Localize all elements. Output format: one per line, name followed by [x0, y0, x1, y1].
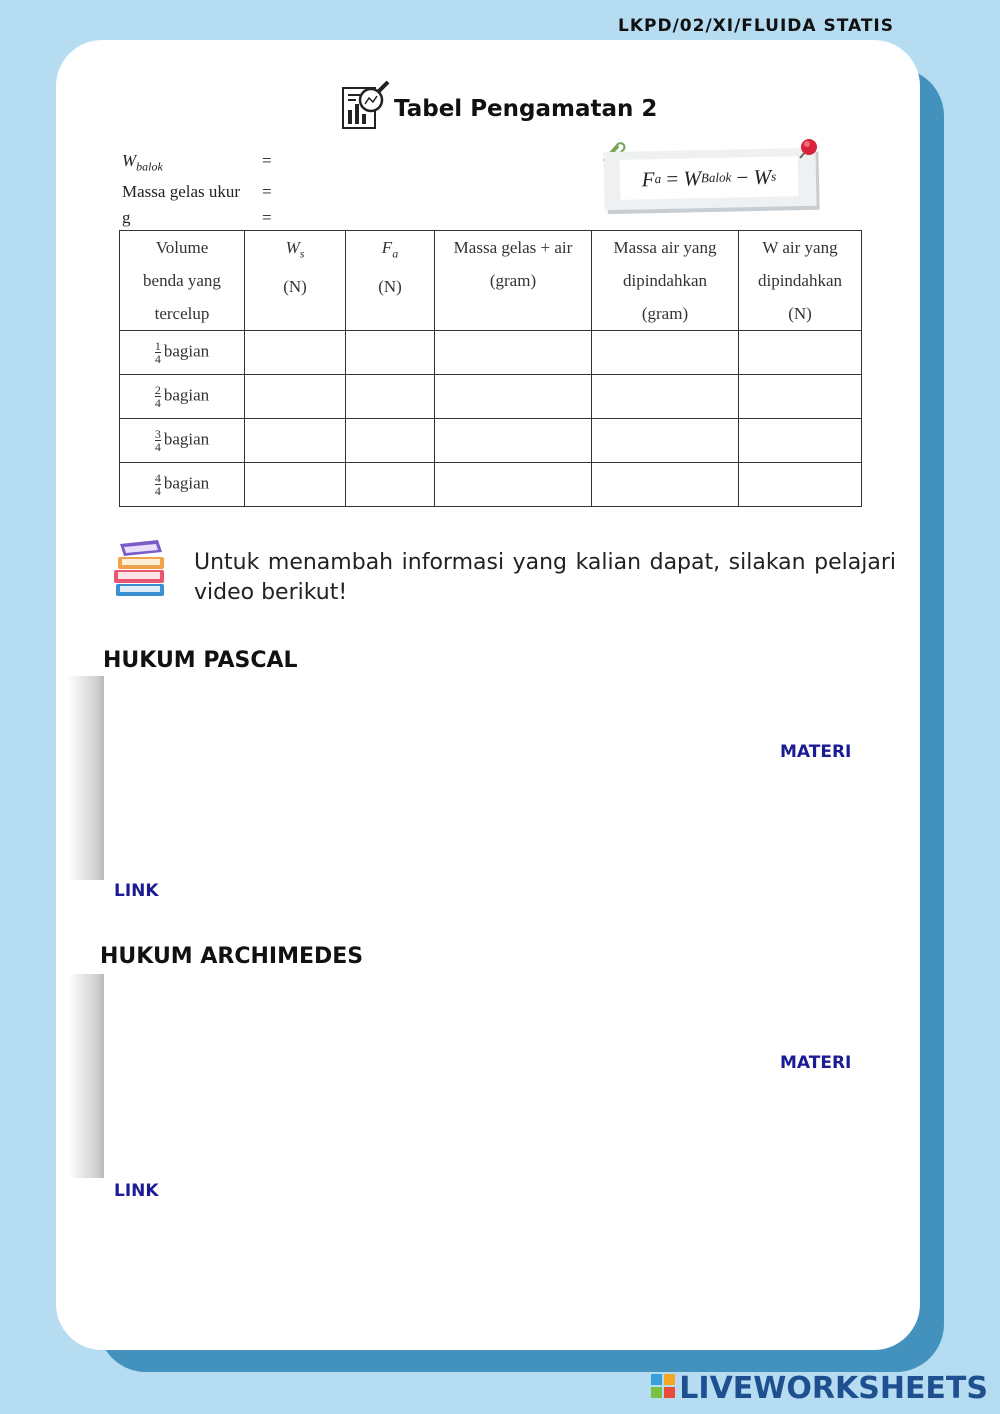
- link-archimedes[interactable]: LINK: [114, 1181, 159, 1201]
- input-cell[interactable]: [592, 419, 739, 463]
- header-fa: $F_a$ (N): [346, 231, 435, 331]
- video-bar-pascal: [68, 676, 104, 880]
- input-cell[interactable]: [739, 419, 862, 463]
- header-massa-gelas-air: Massa gelas + air (gram): [435, 231, 592, 331]
- page-title: Tabel Pengamatan 2: [394, 95, 658, 122]
- variable-g: [122, 205, 272, 231]
- row-volume-label: $\frac{1}{4}$ bagian: [120, 331, 245, 375]
- row-volume-label: $\frac{2}{4}$ bagian: [120, 375, 245, 419]
- observation-table: [119, 230, 862, 507]
- brand-name: LIVEWORKSHEETS: [679, 1371, 988, 1406]
- variable-eq: =: [262, 208, 272, 228]
- section-title-archimedes: HUKUM ARCHIMEDES: [100, 944, 364, 969]
- header-ws: $W_s$ (N): [245, 231, 346, 331]
- formula-note: [603, 148, 816, 210]
- header-w-air: W air yang dipindahkan (N): [739, 231, 862, 331]
- table-header-row: [120, 231, 862, 331]
- input-cell[interactable]: [245, 331, 346, 375]
- table-row: [120, 331, 862, 375]
- pushpin-icon: [794, 136, 820, 167]
- variable-eq: =: [262, 182, 272, 202]
- input-cell[interactable]: [435, 375, 592, 419]
- variable-w-balok: [122, 148, 272, 179]
- table-row: [120, 419, 862, 463]
- materi-link-archimedes[interactable]: MATERI: [780, 1053, 852, 1073]
- books-icon: [110, 538, 170, 607]
- input-cell[interactable]: [346, 375, 435, 419]
- liveworksheets-logo-icon: [651, 1374, 675, 1403]
- variable-massa-gelas: [122, 179, 272, 205]
- input-cell[interactable]: [739, 331, 862, 375]
- input-cell[interactable]: [435, 463, 592, 507]
- input-cell[interactable]: [245, 463, 346, 507]
- row-volume-label: $\frac{3}{4}$ bagian: [120, 419, 245, 463]
- table-row: [120, 463, 862, 507]
- materi-link-pascal[interactable]: MATERI: [780, 742, 852, 762]
- input-cell[interactable]: [435, 419, 592, 463]
- buoyancy-formula: F a = W Balok − W s: [620, 156, 799, 200]
- header-volume: Volume benda yang tercelup: [120, 231, 245, 331]
- footer-brand: [651, 1371, 988, 1406]
- w-balok-label: $W_{balok}$: [122, 151, 163, 174]
- title-block: [340, 80, 657, 137]
- g-label: g: [122, 208, 131, 228]
- info-text: Untuk menambah informasi yang kalian dapat, silakan pelajari video berikut!: [194, 550, 896, 605]
- header-massa-air: Massa air yang dipindahkan (gram): [592, 231, 739, 331]
- report-magnifier-icon: [340, 80, 390, 137]
- input-cell[interactable]: [739, 463, 862, 507]
- input-cell[interactable]: [346, 419, 435, 463]
- input-cell[interactable]: [592, 375, 739, 419]
- link-pascal[interactable]: LINK: [114, 881, 159, 901]
- table-row: [120, 375, 862, 419]
- input-cell[interactable]: [346, 331, 435, 375]
- input-cell[interactable]: [739, 375, 862, 419]
- worksheet-code: LKPD/02/XI/FLUIDA STATIS: [618, 16, 894, 36]
- video-bar-archimedes: [68, 974, 104, 1178]
- row-volume-label: $\frac{4}{4}$ bagian: [120, 463, 245, 507]
- input-cell[interactable]: [435, 331, 592, 375]
- variable-list: [122, 148, 272, 231]
- input-cell[interactable]: [592, 331, 739, 375]
- input-cell[interactable]: [592, 463, 739, 507]
- input-cell[interactable]: [245, 375, 346, 419]
- variable-eq: =: [262, 151, 272, 170]
- section-title-pascal: HUKUM PASCAL: [103, 648, 298, 673]
- massa-gelas-label: Massa gelas ukur: [122, 182, 241, 202]
- input-cell[interactable]: [346, 463, 435, 507]
- input-cell[interactable]: [245, 419, 346, 463]
